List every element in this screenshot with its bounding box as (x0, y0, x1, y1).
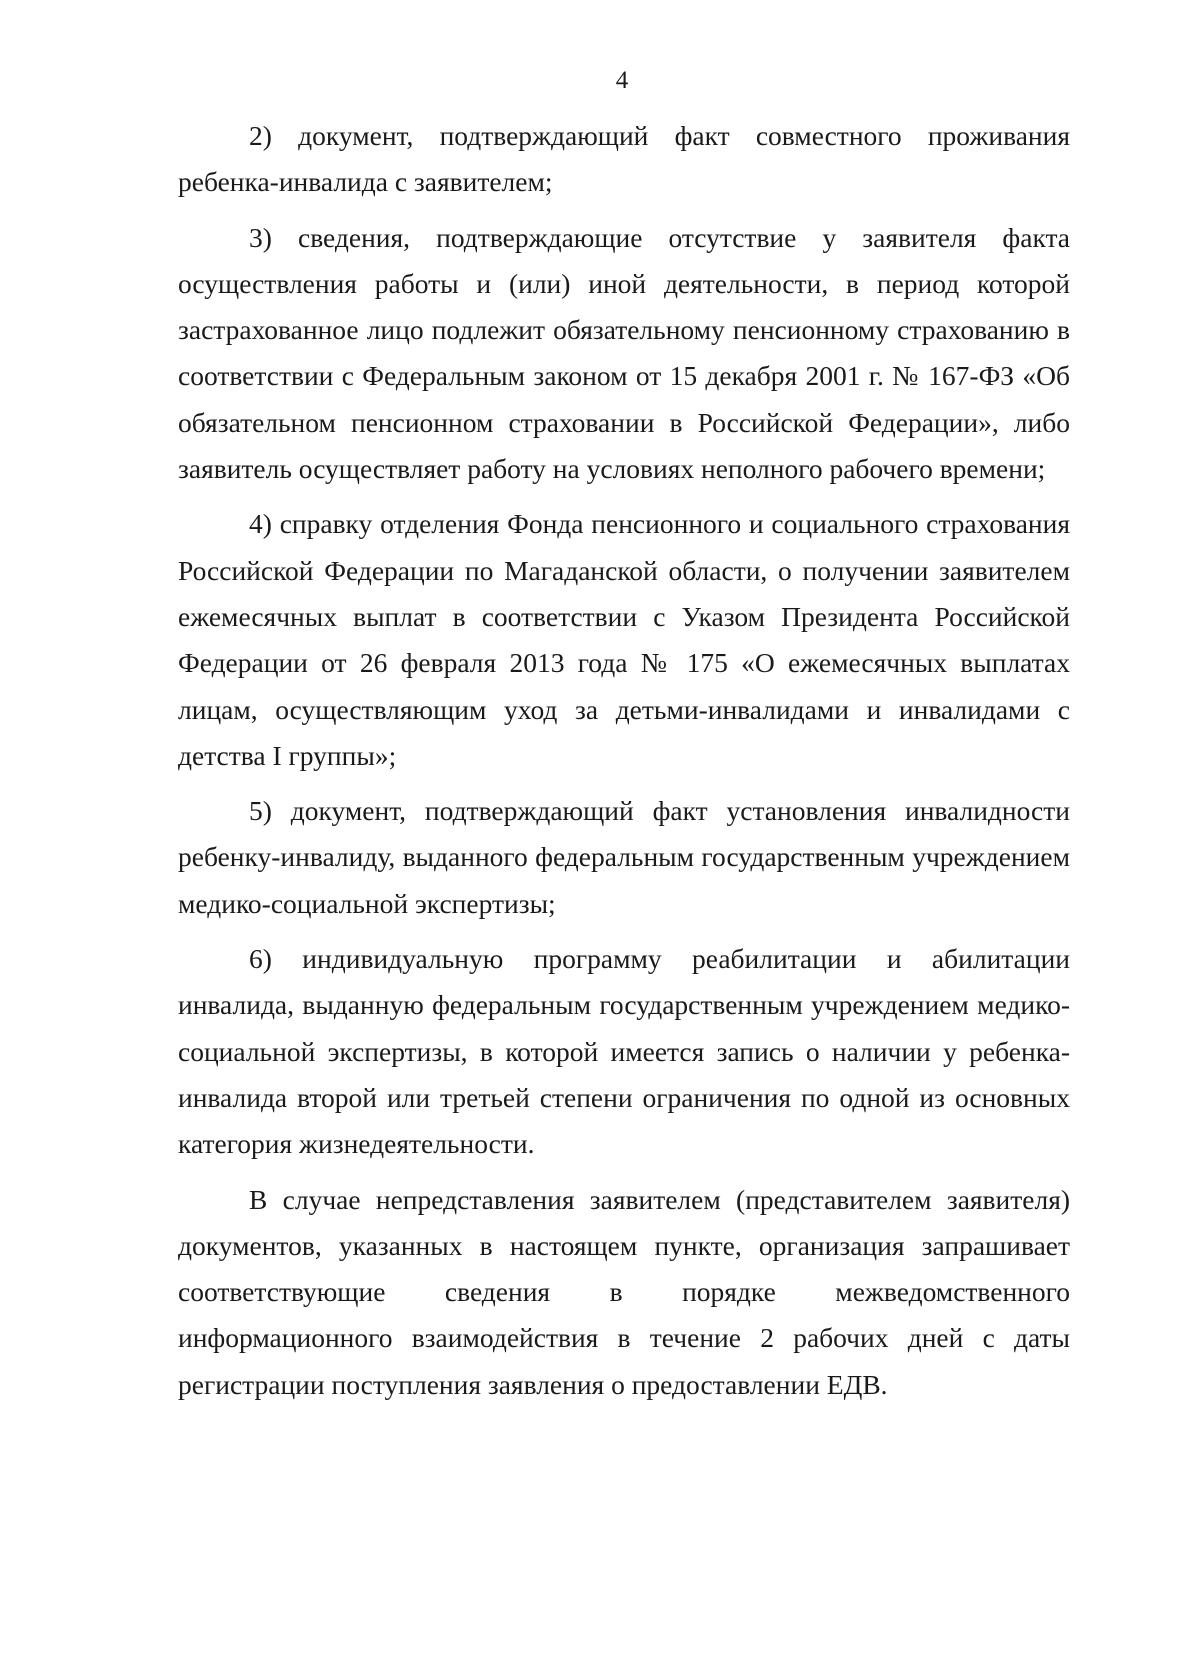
paragraph-item-5: 5) документ, подтверждающий факт установления инвалидности ребенку-инвалиду, выданного федеральным государственным учреждением медико-социальной экспертизы; (178, 795, 1070, 919)
paragraph-item-2: 2) документ, подтверждающий факт совместного проживания ребенка-инвалида с заявителем; (178, 120, 1070, 198)
paragraph-item-6: 6) индивидуальную программу реабилитации и абилитации инвалида, выданную федеральным государственным учреждением медико-социальной экспертизы, в которой имеется запись о наличии у ребенка-инвалида второй или третьей степени ограничения по одной из основных категория жизнедеятельности. (178, 943, 1070, 1160)
paragraph-item-4: 4) справку отделения Фонда пенсионного и социального страхования Российской Федерации по Магаданской области, о получении заявителем ежемесячных выплат в соответствии с Указом Президента Российской Федерации от 26 февраля 2013 года № 175 «О ежемесячных выплатах лицам, осуществляющим уход за детьми-инвалидами и инвалидами с детства I группы»; (178, 508, 1070, 771)
paragraph-item-3: 3) сведения, подтверждающие отсутствие у заявителя факта осуществления работы и (или) иной деятельности, в период которой застрахованное лицо подлежит обязательному пенсионному страхованию в соответствии с Федеральным законом от 15 декабря 2001 г. № 167-ФЗ «Об обязательном пенсионном страховании в Российской Федерации», либо заявитель осуществляет работу на условиях неполного рабочего времени; (178, 221, 1070, 485)
paragraph-closing: В случае непредставления заявителем (представителем заявителя) документов, указанных в настоящем пункте, организация запрашивает соответствующие сведения в порядке межведомственного информационного взаимодействия в течение 2 рабочих дней с даты регистрации поступления заявления о предоставлении ЕДВ. (178, 1183, 1070, 1400)
page-number: 4 (615, 67, 629, 94)
document-body (178, 113, 1070, 1408)
